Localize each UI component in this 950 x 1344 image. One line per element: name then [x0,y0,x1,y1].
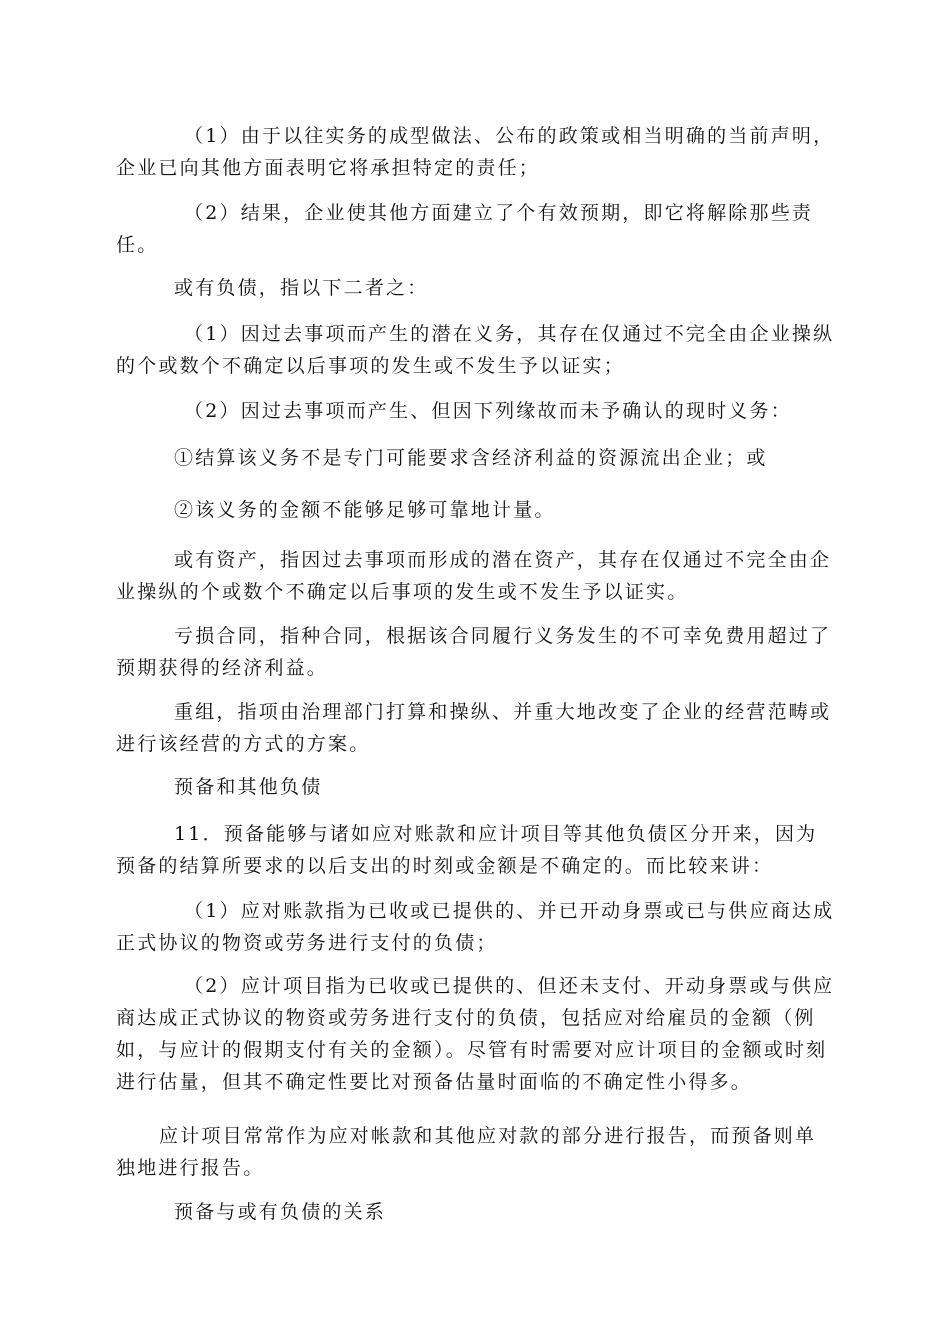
paragraph-14: （2）应计项目指为已收或已提供的、但还未支付、开动身票或与供应商达成正式协议的物资或劳务进行支付的负债，包括应对给雇员的金额（例如，与应计的假期支付有关的金额）。尽管有时需要对应计项目的金额或时刻进行估量，但其不确定性要比对预备估量时面临的不确定性小得多。 [116,975,835,1093]
paragraph-16: 预备与或有负债的关系 [174,1201,387,1223]
paragraph-4: （1）因过去事项而产生的潜在义务，其存在仅通过不完全由企业操纵的个或数个不确定以后事项的发生或不发生予以证实； [116,323,835,377]
paragraph-11: 预备和其他负债 [174,776,323,798]
paragraph-13: （1）应对账款指为已收或已提供的、并已开动身票或已与供应商达成正式协议的物资或劳务进行支付的负债； [116,900,835,954]
paragraph-9: 亏损合同，指种合同，根据该合同履行义务发生的不可幸免费用超过了预期获得的经济利益。 [116,625,832,679]
paragraph-7: ②该义务的金额不能够足够可靠地计量。 [174,499,556,521]
paragraph-5: （2）因过去事项而产生、但因下列缘故而未予确认的现时义务： [184,400,792,422]
paragraph-1: （1）由于以往实务的成型做法、公布的政策或相当明确的当前声明，企业已向其他方面表明它将承担特定的责任； [116,125,835,179]
paragraph-10: 重组，指项由治理部门打算和操纵、并重大地改变了企业的经营范畴或进行该经营的方式的方案。 [116,701,832,755]
paragraph-6: ①结算该义务不是专门可能要求含经济利益的资源流出企业；或 [174,447,768,469]
paragraph-15: 应计项目常常作为应对帐款和其他应对款的部分进行报告，而预备则单独地进行报告。 [116,1125,817,1179]
paragraph-12: 11．预备能够与诸如应对账款和应计项目等其他负债区分开来，因为预备的结算所要求的以后支出的时刻或金额是不确定的。而比较来讲： [116,823,818,877]
paragraph-2: （2）结果，企业使其他方面建立了个有效预期，即它将解除那些责任。 [116,202,814,256]
paragraph-8: 或有资产，指因过去事项而形成的潜在资产，其存在仅通过不完全由企业操纵的个或数个不确定以后事项的发生或不发生予以证实。 [116,549,832,603]
paragraph-3: 或有负债，指以下二者之： [174,277,429,299]
